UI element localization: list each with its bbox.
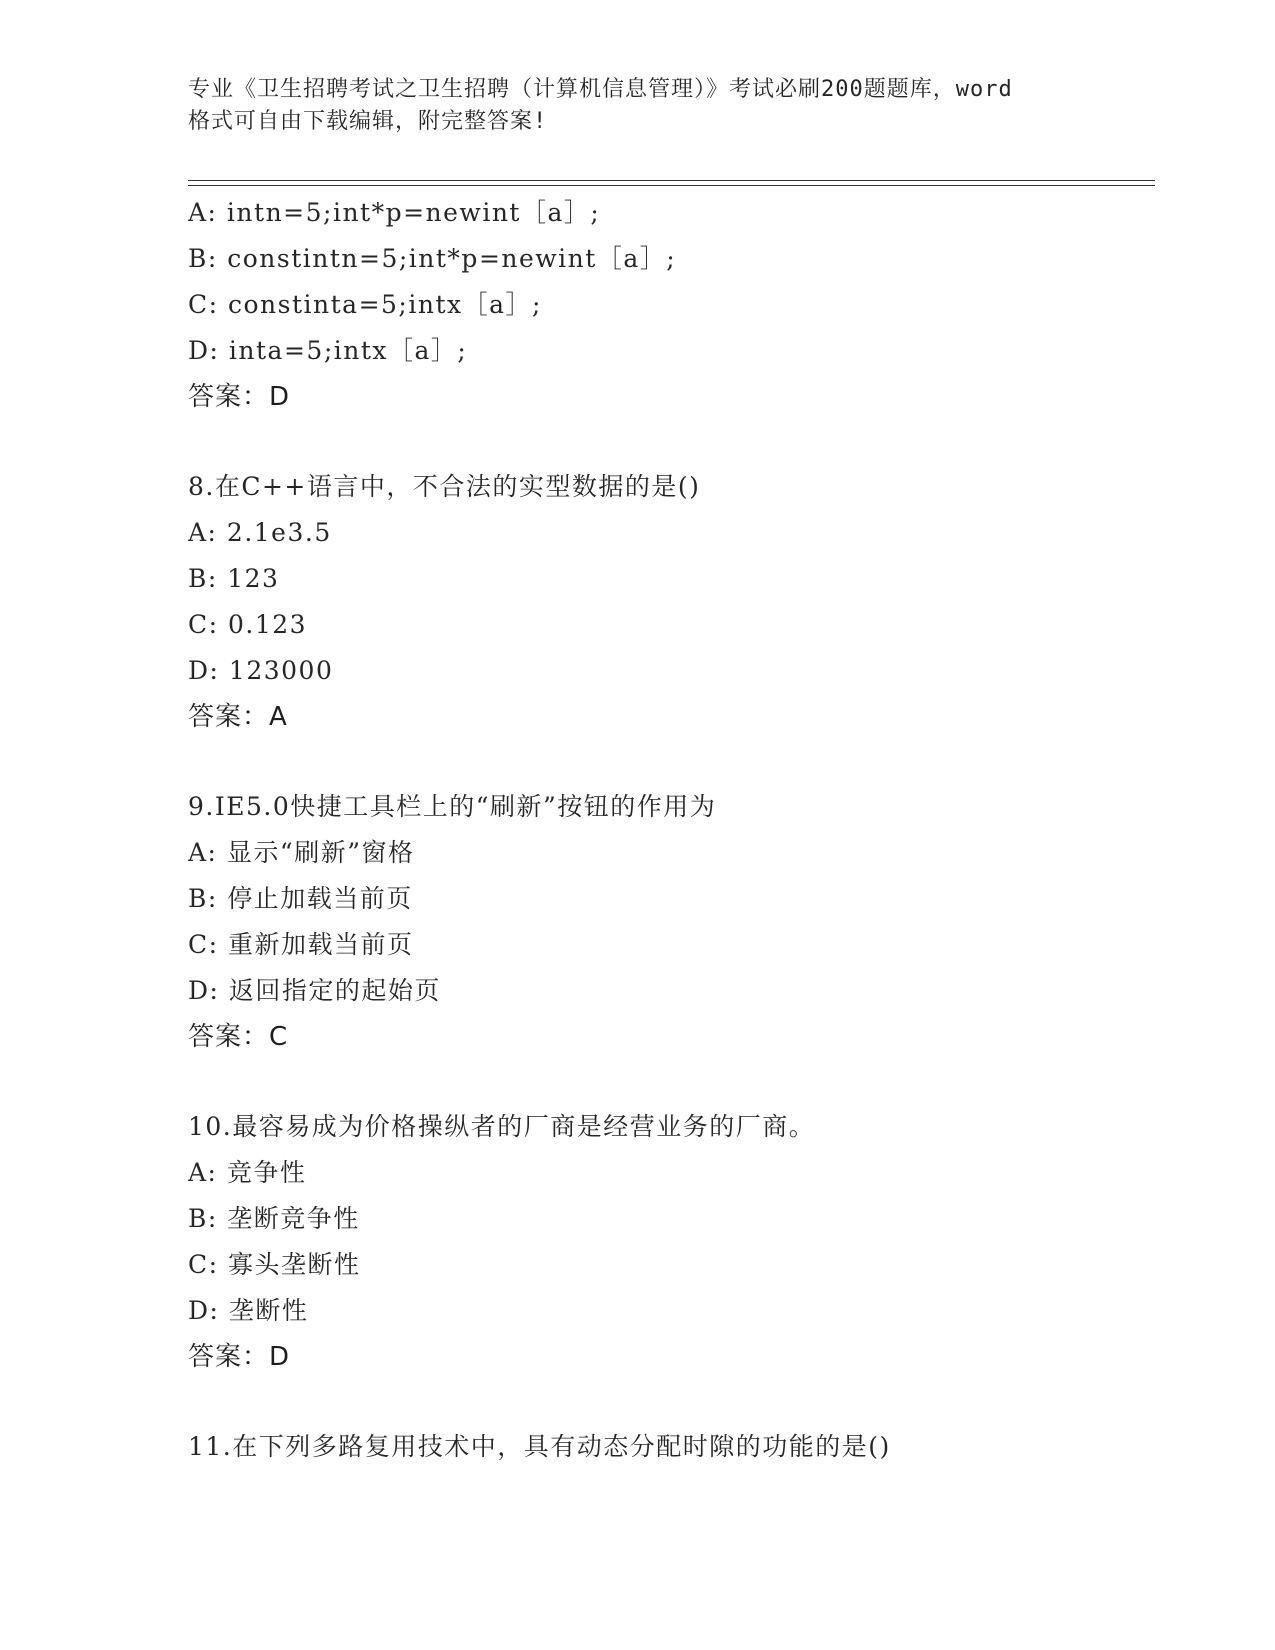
spacer [188,1380,1148,1424]
option-a: A: 2.1e3.5 [188,518,332,547]
question-list [188,190,1148,1470]
option-d: D: 返回指定的起始页 [188,976,441,1005]
question-9 [188,784,1148,1060]
option-c: C: 寡头垄断性 [188,1250,361,1279]
option-a: A: intn=5;int*p=newint［a］; [188,198,601,227]
option-b: B: 停止加载当前页 [188,884,413,913]
option-a: A: 显示“刷新”窗格 [188,838,415,867]
option-d: D: inta=5;intx［a］; [188,336,468,365]
spacer [188,420,1148,464]
header-title-line-1: 专业《卫生招聘考试之卫生招聘（计算机信息管理）》考试必刷200题题库，word [188,77,1013,102]
question-10 [188,1104,1148,1380]
question-7-fragment [188,190,1148,420]
option-c: C: 重新加载当前页 [188,930,414,959]
spacer [188,740,1148,784]
question-text: 9.IE5.0快捷工具栏上的“刷新”按钮的作用为 [188,792,717,821]
spacer [188,1060,1148,1104]
option-b: B: 垄断竞争性 [188,1204,360,1233]
answer-line: 答案：D [188,382,291,412]
option-d: D: 123000 [188,656,334,685]
option-c: C: constinta=5;intx［a］; [188,290,542,319]
option-b: B: 123 [188,564,280,593]
option-d: D: 垄断性 [188,1296,309,1325]
question-text: 10.最容易成为价格操纵者的厂商是经营业务的厂商。 [188,1112,816,1141]
question-11 [188,1424,1148,1470]
document-header [188,74,1088,138]
question-text: 11.在下列多路复用技术中，具有动态分配时隙的功能的是() [188,1432,891,1461]
option-c: C: 0.123 [188,610,308,639]
question-8 [188,464,1148,740]
option-b: B: constintn=5;int*p=newint［a］; [188,244,677,273]
answer-line: 答案：D [188,1342,291,1372]
answer-line: 答案：C [188,1022,289,1052]
header-title-line-2: 格式可自由下载编辑，附完整答案! [188,109,548,134]
header-divider-bottom [188,185,1155,186]
option-a: A: 竞争性 [188,1158,307,1187]
question-text: 8.在C++语言中，不合法的实型数据的是() [188,472,701,501]
answer-line: 答案：A [188,702,288,732]
header-divider-top [188,180,1155,181]
